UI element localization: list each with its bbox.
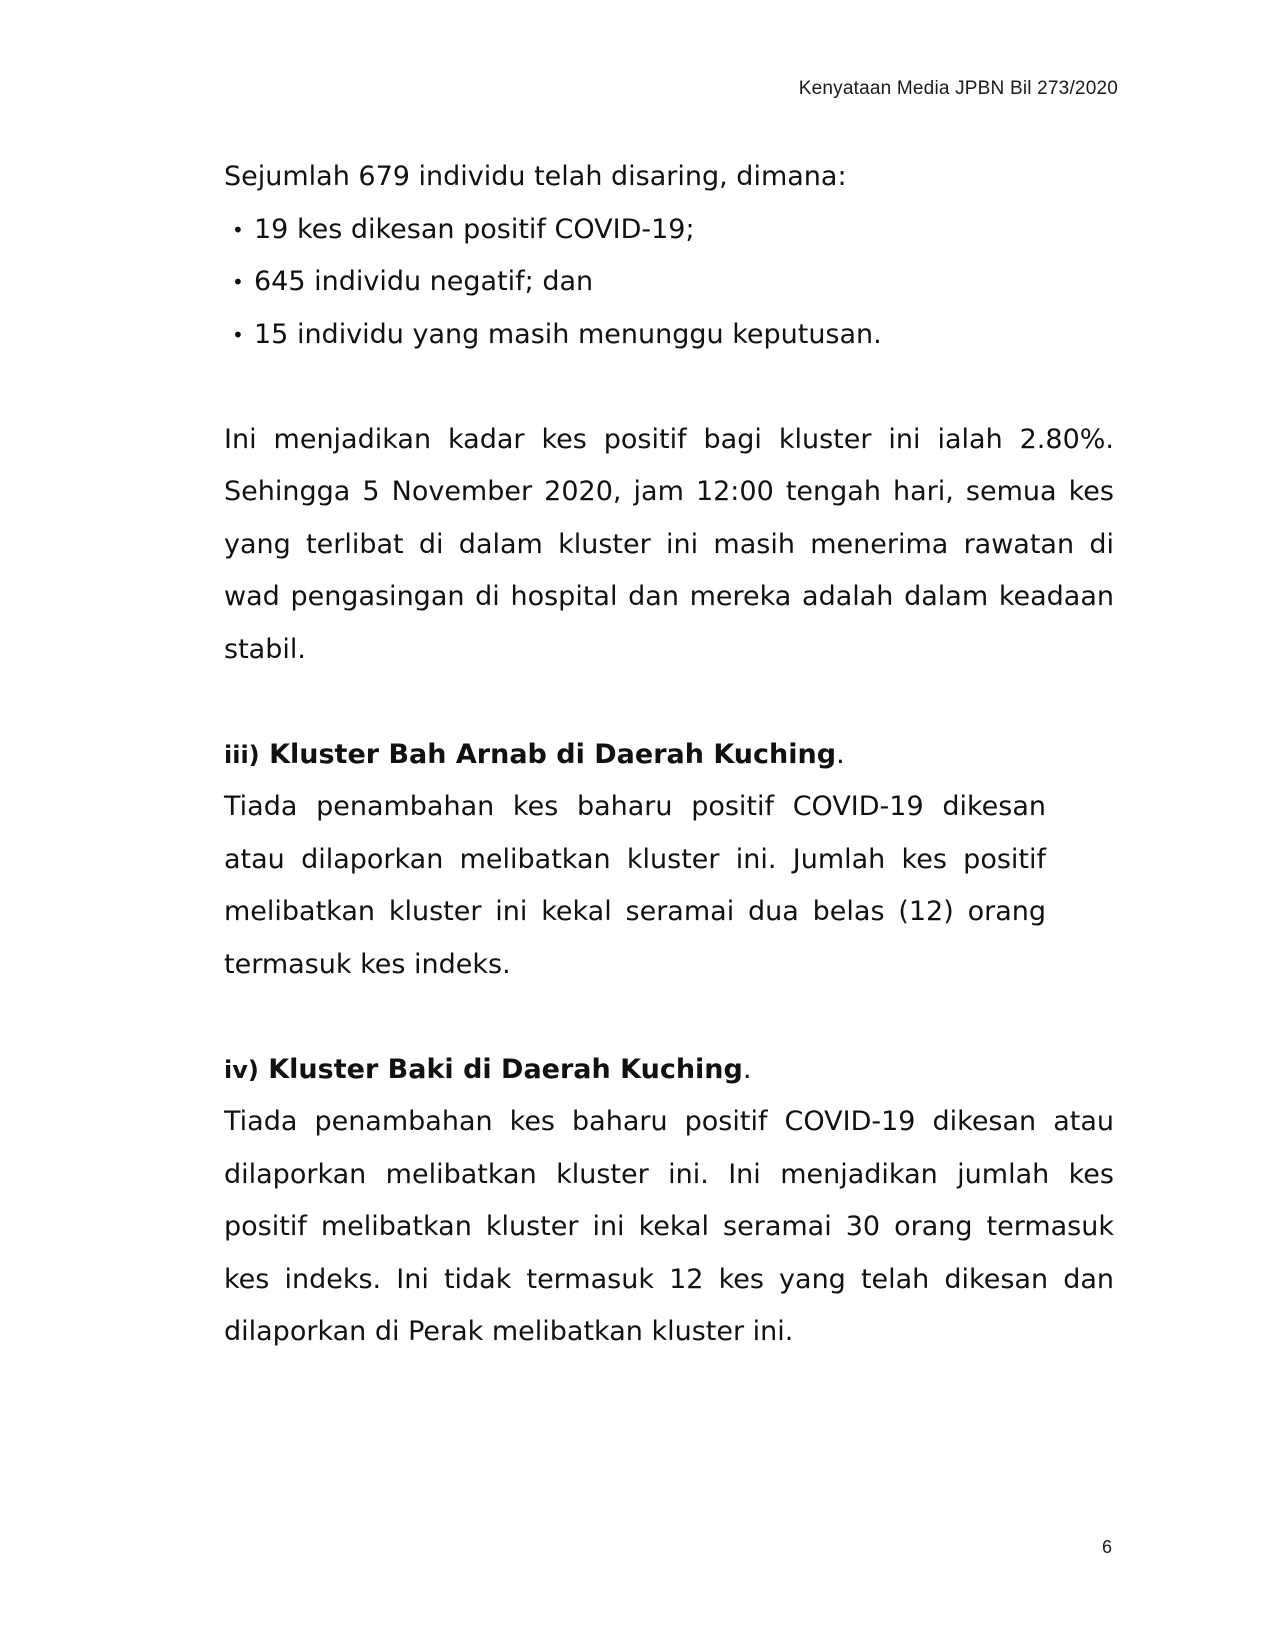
section-number: iii) (224, 740, 260, 769)
section-heading-bah-arnab (224, 729, 1114, 782)
spacer (224, 991, 1114, 1044)
section-title: Kluster Baki di Daerah Kuching (268, 1053, 743, 1085)
document-header: Kenyataan Media JPBN Bil 273/2020 (798, 78, 1118, 99)
list-item (224, 256, 1114, 309)
list-item-text: 19 kes dikesan positif COVID-19; (254, 213, 695, 245)
intro-paragraph: Sejumlah 679 individu telah disaring, dimana: (224, 161, 847, 192)
spacer (224, 361, 1114, 414)
document-body (224, 151, 1114, 1359)
page-number: 6 (1101, 1537, 1112, 1557)
list-item-text: 15 individu yang masih menunggu keputusan. (254, 318, 882, 350)
section-title-period: . (836, 738, 845, 770)
positive-rate-paragraph: Ini menjadikan kadar kes positif bagi kluster ini ialah 2.80%. Sehingga 5 November 2020, jam 12:00 tengah hari, semua kes yang terlibat di dalam kluster ini masih menerima rawatan di wad pengasingan di hospital dan mereka adalah dalam keadaan stabil. (224, 423, 1114, 665)
list-item (224, 309, 1114, 362)
section-heading-baki (224, 1044, 1114, 1097)
bullet-icon: • (232, 217, 244, 242)
bullet-icon: • (232, 322, 244, 347)
section-body-baki: Tiada penambahan kes baharu positif COVID-19 dikesan atau dilaporkan melibatkan kluster ini. Ini menjadikan jumlah kes positif melibatkan kluster ini kekal seramai 30 orang termasuk kes indeks. Ini tidak termasuk 12 kes yang telah dikesan dan dilaporkan di Perak melibatkan kluster ini. (224, 1106, 1114, 1347)
section-number: iv) (224, 1055, 259, 1084)
spacer (224, 676, 1114, 729)
screening-results-list (224, 204, 1114, 362)
bullet-icon: • (232, 270, 244, 294)
section-title: Kluster Bah Arnab di Daerah Kuching (269, 738, 837, 770)
list-item (224, 204, 1114, 257)
section-title-period: . (742, 1053, 752, 1085)
list-item-text: 645 individu negatif; dan (254, 266, 594, 297)
section-body-bah-arnab: Tiada penambahan kes baharu positif COVID-19 dikesan atau dilaporkan melibatkan kluster ini. Jumlah kes positif melibatkan kluster ini kekal seramai dua belas (12) orang termasuk kes indeks. (224, 791, 1046, 980)
